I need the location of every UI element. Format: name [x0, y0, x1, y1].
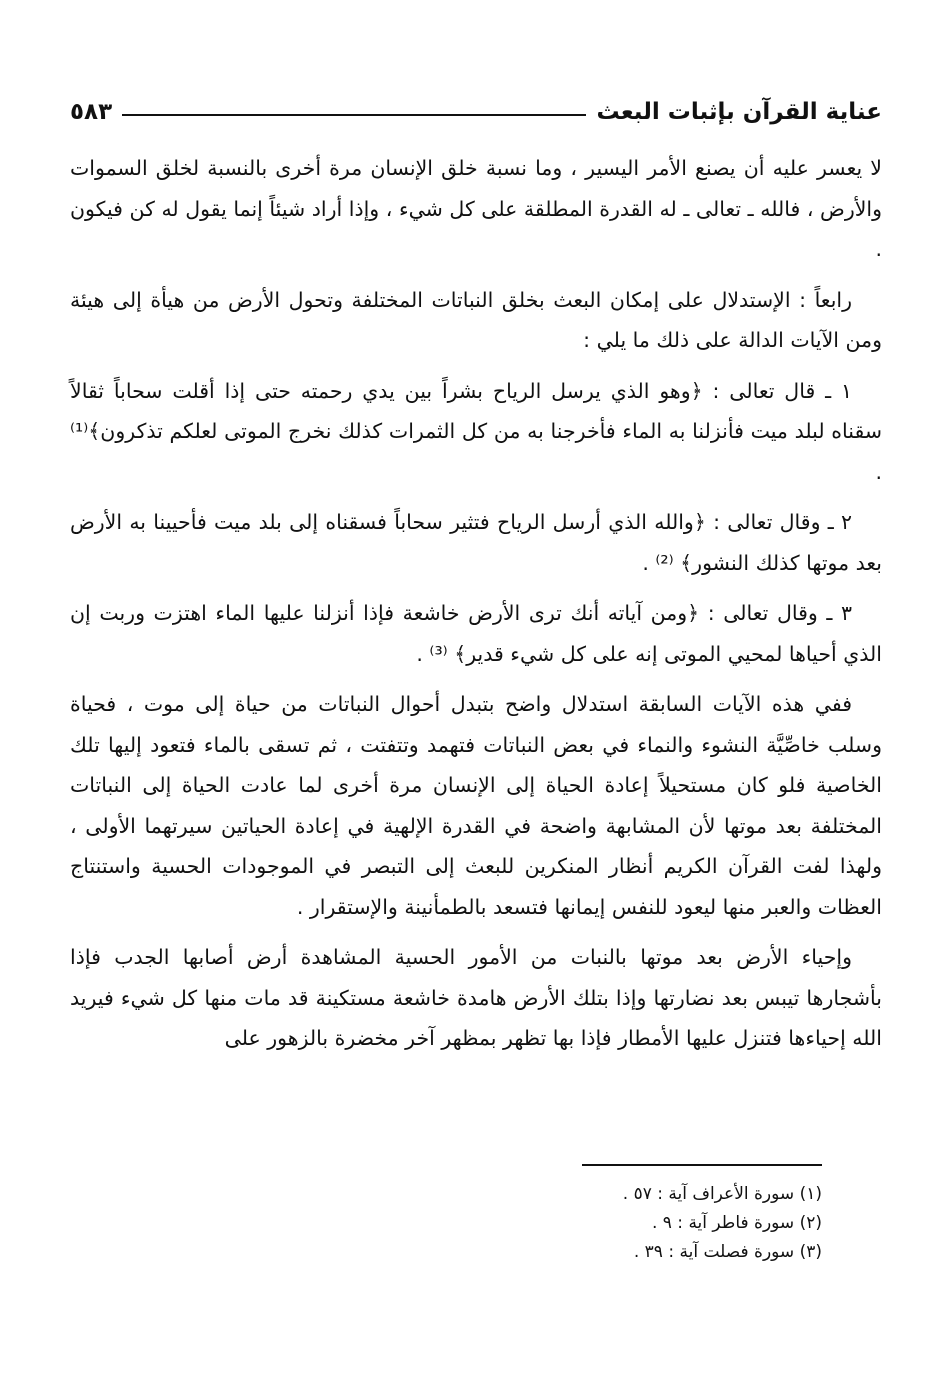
paragraph-verse-3: ٣ ـ وقال تعالى : ﴿ومن آياته أنك ترى الأرض خاشعة فإذا أنزلنا عليها الماء اهتزت وربت إن الذي أحياها لمحيي الموتى إنه على كل شيء قدير﴾ ⁽³⁾ .	[70, 601, 882, 666]
running-header	[70, 92, 882, 132]
footnote-1: (١) سورة الأعراف آية : ٥٧ .	[622, 1184, 822, 1204]
paragraph-section-four: رابعاً : الإستدلال على إمكان البعث بخلق النباتات المختلفة وتحول الأرض من هيأة إلى هيئة ومن الآيات الدالة على ذلك ما يلي :	[70, 287, 882, 352]
paragraph-commentary: ففي هذه الآيات السابقة استدلال واضح بتبدل أحوال النباتات من حياة إلى موت ، فحياة وسلب خاصِّيَّة النشوء والنماء في بعض النباتات فتهمد وتتفتت ، ثم تسقى بالماء فتعود إليها تلك الخاصية فلو كان مستحيلاً إعادة الحياة إلى الإنسان مرة أخرى لما عادت الحياة إلى النباتات المختلفة بعد موتها لأن المشابهة واضحة في القدرة الإلهية في إعادة الحياتين سيرتهما الأولى ، ولهذا لفت القرآن الكريم أنظار المنكرين للبعث إلى التبصر في الموجودات الحسية واستنتاج العظات والعبر منها ليعود للنفس إيمانها فتسعد بالطمأنينة والإستقرار .	[70, 692, 882, 919]
paragraph-verse-2: ٢ ـ وقال تعالى : ﴿والله الذي أرسل الرياح فتثير سحاباً فسقناه إلى بلد ميت فأحيينا به الأرض بعد موتها كذلك النشور﴾ ⁽²⁾ .	[70, 510, 882, 575]
header-rule	[122, 114, 586, 116]
paragraph-revival: وإحياء الأرض بعد موتها بالنبات من الأمور الحسية المشاهدة أرض أصابها الجدب فإذا بأشجارها تيبس بعد نضارتها وإذا بتلك الأرض هامدة خاشعة مستكينة قد مات منها كل شيء فيريد الله إحياءها فتنزل عليها الأمطار فإذا بها تظهر بمظهر آخر مخضرة بالزهور على	[70, 945, 882, 1050]
footnotes	[422, 1180, 822, 1267]
paragraph-verse-1: ١ ـ قال تعالى : ﴿وهو الذي يرسل الرياح بشراً بين يدي رحمته حتى إذا أقلت سحاباً ثقالاً سقناه لبلد ميت فأنزلنا به الماء فأخرجنا به من كل الثمرات كذلك نخرج الموتى لعلكم تذكرون﴾⁽¹⁾ .	[70, 378, 882, 484]
main-text	[70, 148, 882, 1069]
paragraph-continuation: لا يعسر عليه أن يصنع الأمر اليسير ، وما نسبة خلق الإنسان مرة أخرى بالنسبة لخلق السموات والأرض ، فالله ـ تعالى ـ له القدرة المطلقة على كل شيء ، وإذا أراد شيئاً إنما يقول له كن فيكون .	[70, 156, 882, 261]
page-number: ٥٨٣	[70, 99, 113, 125]
footnote-2: (٢) سورة فاطر آية : ٩ .	[651, 1213, 822, 1233]
header-title: عناية القرآن بإثبات البعث	[596, 99, 882, 125]
footnote-separator	[582, 1164, 822, 1166]
footnote-3: (٣) سورة فصلت آية : ٣٩ .	[633, 1242, 822, 1262]
